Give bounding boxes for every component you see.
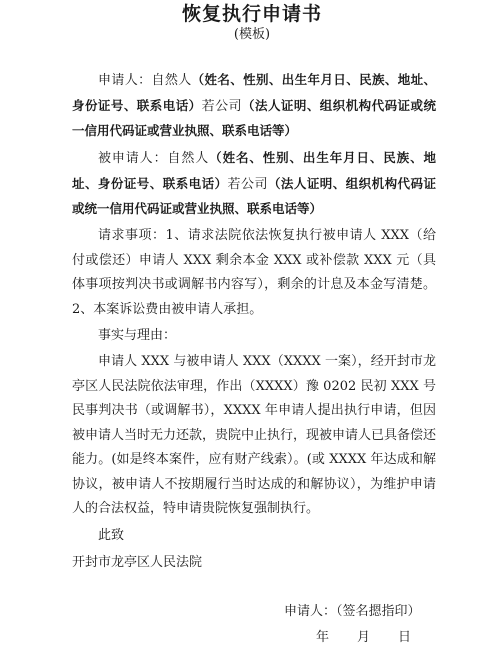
date-year: 年	[316, 630, 330, 645]
signature-line	[284, 600, 421, 624]
date-month: 月	[357, 630, 371, 645]
applicant-natural-person: 自然人	[151, 73, 192, 88]
applicant-company: 若公司	[201, 98, 243, 114]
respondent-label: 被申请人：	[98, 151, 168, 166]
signature-note: （签名摁指印）	[336, 604, 421, 619]
respondent-company: 若公司	[227, 176, 268, 192]
document-subtitle: (模板)	[233, 27, 271, 42]
respondent-natural-person-fields: （姓名、性别、出生年月日、民族、地址、身份证号、联系电话）	[72, 150, 436, 191]
requests-paragraph	[72, 224, 436, 322]
applicant-natural-person-fields: （姓名、性别、出生年月日、民族、地址、身份证号、联系电话）	[72, 72, 436, 113]
applicant-paragraph	[72, 68, 436, 145]
requests-label: 请求事项：	[98, 228, 166, 243]
date-day: 日	[398, 630, 412, 645]
facts-heading: 事实与理由：	[98, 328, 177, 343]
closing-salutation: 此致	[98, 528, 125, 543]
document-title: 恢复执行申请书	[181, 3, 322, 25]
respondent-natural-person: 自然人	[167, 151, 210, 166]
respondent-company-fields: （法人证明、组织机构代码证或统一信用代码证或营业执照、联系电话等）	[72, 175, 436, 216]
applicant-label: 申请人：	[98, 73, 152, 88]
facts-paragraph: 申请人 XXX 与被申请人 XXX（XXXX 一案），经开封市龙亭区人民法院依法审理，作出（XXXX）豫 0202 民初 XXX 号民事判决书（或调解书），XXXX 年申请人提出执行申请，但因被申请人当时无力还款，贵院中止执行，现被申请人已具备偿还能力。(如是终本案件，应有财产线索）。(或 XXXX 年达成和解协议，被申请人不按期履行当时达成的和解协议），为维护申请人的合法权益，特申请贵院恢复强制执行。	[72, 354, 437, 516]
requests-text: 1、请求法院依法恢复执行被申请人 XXX（给付或偿还）申请人 XXX 剩余本金 XXX 或补偿款 XXX 元（具体事项按判决书或调解书内容写），剩余的计息及本金写清楚。2、本案诉讼费由被申请人承担。	[72, 228, 436, 317]
signature-label: 申请人：	[284, 604, 337, 619]
date-line	[316, 628, 411, 648]
respondent-paragraph	[72, 146, 436, 223]
applicant-company-fields: （法人证明、组织机构代码证或统一信用代码证或营业执照、联系电话等）	[72, 97, 436, 138]
court-name: 开封市龙亭区人民法院	[72, 555, 203, 570]
